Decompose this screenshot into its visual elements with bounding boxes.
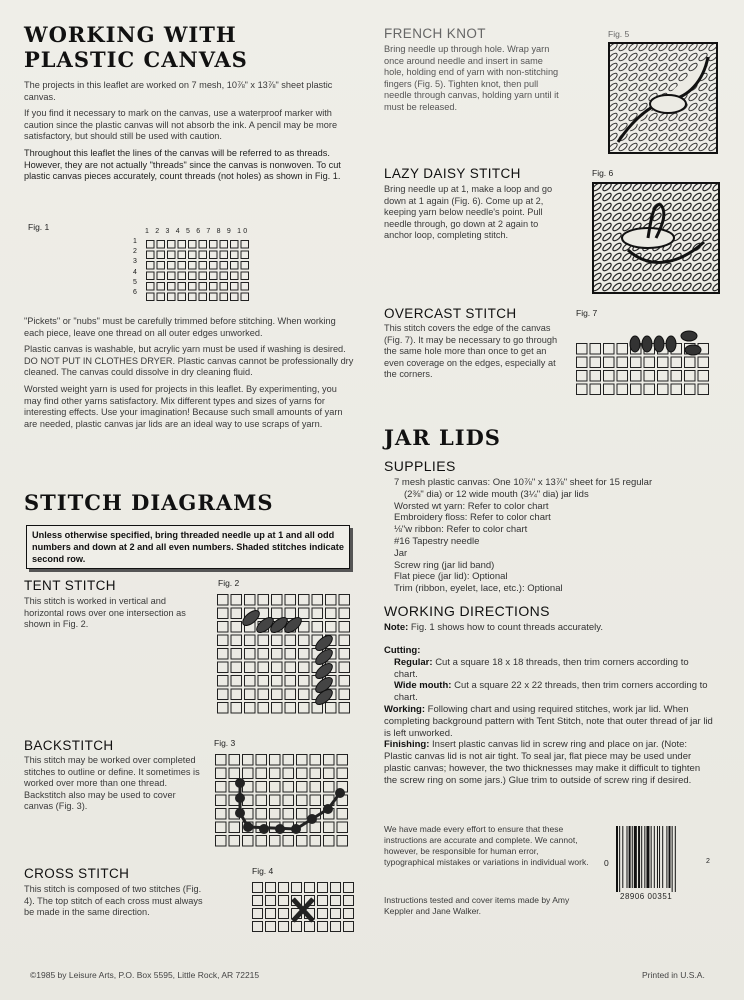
- fig2-diagram: [216, 593, 356, 715]
- fig5-label: Fig. 5: [608, 29, 630, 39]
- french-knot-title: FRENCH KNOT: [384, 26, 486, 41]
- backstitch-title: BACKSTITCH: [24, 738, 114, 753]
- regular-text: Cut a square 18 x 18 threads, then trim corners according to chart.: [394, 656, 689, 680]
- finishing-row: [384, 739, 714, 786]
- intro-paragraph-5: Plastic canvas is washable, but acrylic yarn must be used if washing is desired. DO NOT PUT IN CLOTHES DRYER. Plastic canvas cannot be professionally dry cleaned. The canvas could dissolve in dry cleaning fluid.: [24, 344, 354, 378]
- supply-item: Screw ring (jar lid band): [394, 559, 495, 571]
- working-more: [24, 316, 354, 435]
- intro-paragraph-1: The projects in this leaflet are worked on 7 mesh, 10⅞" x 13⅞" sheet plastic canvas.: [24, 80, 333, 102]
- cross-stitch-text: This stitch is composed of two stitches (Fig. 4). The top stitch of each cross must always be made in the same direction.: [24, 884, 203, 918]
- lazy-daisy-text: Bring needle up at 1, make a loop and go down at 1 again (Fig. 6). Come up at 2, keeping yarn below needle's point. Pull needle through, go down at 2 again to anchor loop, completing stitch.: [384, 184, 553, 241]
- copyright: ©1985 by Leisure Arts, P.O. Box 5595, Little Rock, AR 72215: [30, 970, 260, 980]
- tent-stitch-text: This stitch is worked in vertical and horizontal rows over one intersection as shown in Fig. 2.: [24, 596, 186, 630]
- working-label: Working:: [384, 703, 425, 715]
- barcode-left-digit: 0: [604, 858, 609, 868]
- regular-row: [384, 657, 714, 681]
- cutting-label: Cutting:: [384, 645, 421, 656]
- overcast-text: This stitch covers the edge of the canvas (Fig. 7). It may be necessary to go through the same hole more than once to get an even coverage on the edges, especially at the corners.: [384, 323, 558, 380]
- supply-item: Trim (ribbon, eyelet, lace, etc.): Optional: [394, 583, 563, 595]
- supply-item: Worsted wt yarn: Refer to color chart: [394, 500, 549, 512]
- barcode-number: 28906 00351: [620, 892, 673, 901]
- supplies-title: SUPPLIES: [384, 458, 456, 474]
- fig1-column-numbers: 1 2 3 4 5 6 7 8 9 10: [145, 228, 250, 235]
- fig3-label: Fig. 3: [214, 738, 236, 748]
- wd-note: [384, 622, 724, 634]
- fig1-grid: [145, 239, 253, 303]
- supply-item: #16 Tapestry needle: [394, 535, 480, 547]
- wide-text: Cut a square 22 x 22 threads, then trim corners according to chart.: [394, 680, 708, 704]
- fig1-row-number: 5: [133, 278, 137, 286]
- supplies-list: [394, 477, 724, 595]
- overcast-title: OVERCAST STITCH: [384, 306, 517, 321]
- wide-label: Wide mouth:: [394, 680, 452, 692]
- credits: Instructions tested and cover items made by Amy Keppler and Jane Walker.: [384, 895, 570, 916]
- tent-stitch-title: TENT STITCH: [24, 578, 116, 593]
- cutting-section: [384, 645, 714, 787]
- fig7-label: Fig. 7: [576, 308, 598, 318]
- fig1-label: Fig. 1: [28, 222, 50, 232]
- working-text: Following chart and using required stitches, work jar lid. When completing background pattern with Tent Stitch, note that outer thread of jar lid is left unworked.: [384, 703, 713, 739]
- fig1-row-number: 6: [133, 289, 137, 297]
- intro-paragraph-6: Worsted weight yarn is used for projects in this leaflet. By experimenting, you may find other yarns satisfactory. Mix different types and sizes of yarns for interesting effects. Use your imagination! Because such small amounts of yarn are needed, plastic canvas jar lids are an ideal way to use scraps of yarn.: [24, 383, 343, 429]
- fig1-row-number: 3: [133, 258, 137, 266]
- intro-paragraph-2: If you find it necessary to mark on the canvas, use a waterproof marker with caution since the plastic canvas will not absorb the ink. A pencil may be more satisfactory, but should still be used with caution.: [24, 108, 338, 142]
- jar-lids-title: JAR LIDS: [384, 425, 501, 450]
- supply-item: Jar: [394, 547, 408, 559]
- fig2-label: Fig. 2: [218, 578, 240, 588]
- wd-note-text: Fig. 1 shows how to count threads accurately.: [410, 622, 603, 633]
- regular-label: Regular:: [394, 656, 433, 668]
- fig4-label: Fig. 4: [252, 866, 274, 876]
- french-knot-text: Bring needle up through hole. Wrap yarn once around needle and insert in same hole, holding end of yarn with non-stitching fingers (Fig. 5). Tighten knot, then pull needle through canvas, holding yarn until it must be released.: [384, 44, 559, 112]
- finishing-text: Insert plastic canvas lid in screw ring and place on jar. (Note: Plastic canvas lid is not air tight. To seal jar, flat piece may be used under plastic canvas; however, the two thicknesses may make it difficult to tighten the screw ring on some jars.) Glue trim to outside of screw ring if desired.: [384, 739, 701, 786]
- fig1-row-number: 2: [133, 248, 137, 256]
- stitch-diagrams-title: STITCH DIAGRAMS: [24, 490, 274, 515]
- supply-item: (2⅜" dia) or 12 wide mouth (3¼" dia) jar lids: [404, 488, 589, 500]
- lazy-daisy-title: LAZY DAISY STITCH: [384, 166, 521, 181]
- fig4-diagram: [251, 881, 355, 939]
- wide-row: [384, 680, 714, 704]
- wd-note-label: Note:: [384, 622, 409, 633]
- fig1-row-numbers: [133, 237, 137, 298]
- working-directions-title: WORKING DIRECTIONS: [384, 603, 550, 619]
- fig5-diagram: [608, 42, 718, 154]
- fig6-label: Fig. 6: [592, 168, 614, 178]
- working-row: [384, 704, 714, 739]
- supply-item: 7 mesh plastic canvas: One 10⅞" x 13⅞" sheet for 15 regular: [394, 477, 653, 488]
- fig6-diagram: [592, 182, 720, 294]
- barcode: [614, 826, 702, 896]
- backstitch-text: This stitch may be worked over completed stitches to outline or define. It sometimes is worked over more than one thread. Backstitch also may be used to cover canvas (Fig. 3).: [24, 755, 200, 812]
- working-title: WORKING WITH PLASTIC CANVAS: [24, 22, 248, 72]
- printed-in: Printed in U.S.A.: [642, 970, 705, 980]
- supply-item: Flat piece (jar lid): Optional: [394, 571, 508, 583]
- supply-item: ⅛"w ribbon: Refer to color chart: [394, 524, 528, 536]
- stitch-note-box: Unless otherwise specified, bring threaded needle up at 1 and all odd numbers and down at 2 and all even numbers. Shaded stitches indicate second row.: [26, 525, 350, 569]
- intro-paragraph-3: Throughout this leaflet the lines of the canvas will be referred to as threads. However, they are not actually "threads" since the canvas is nonwoven. To cut plastic canvas pieces accurately, count threads (not holes) as shown in Fig. 1.: [24, 147, 341, 182]
- working-intro: [24, 80, 354, 188]
- disclaimer: We have made every effort to ensure that these instructions are accurate and complete. We cannot, however, be responsible for human error, typographical mistakes or variations in individual work.: [384, 824, 589, 867]
- intro-paragraph-4: "Pickets" or "nubs" must be carefully trimmed before stitching. When working each piece, leave one thread on all outer edges unworked.: [24, 316, 336, 338]
- fig3-diagram: [214, 753, 354, 851]
- cross-stitch-title: CROSS STITCH: [24, 866, 130, 881]
- supply-item: Embroidery floss: Refer to color chart: [394, 512, 551, 524]
- fig1-row-number: 4: [133, 268, 137, 276]
- fig1-row-number: 1: [133, 238, 137, 245]
- barcode-right-digit: 2: [706, 858, 710, 865]
- finishing-label: Finishing:: [384, 739, 430, 751]
- fig7-diagram: [575, 322, 715, 396]
